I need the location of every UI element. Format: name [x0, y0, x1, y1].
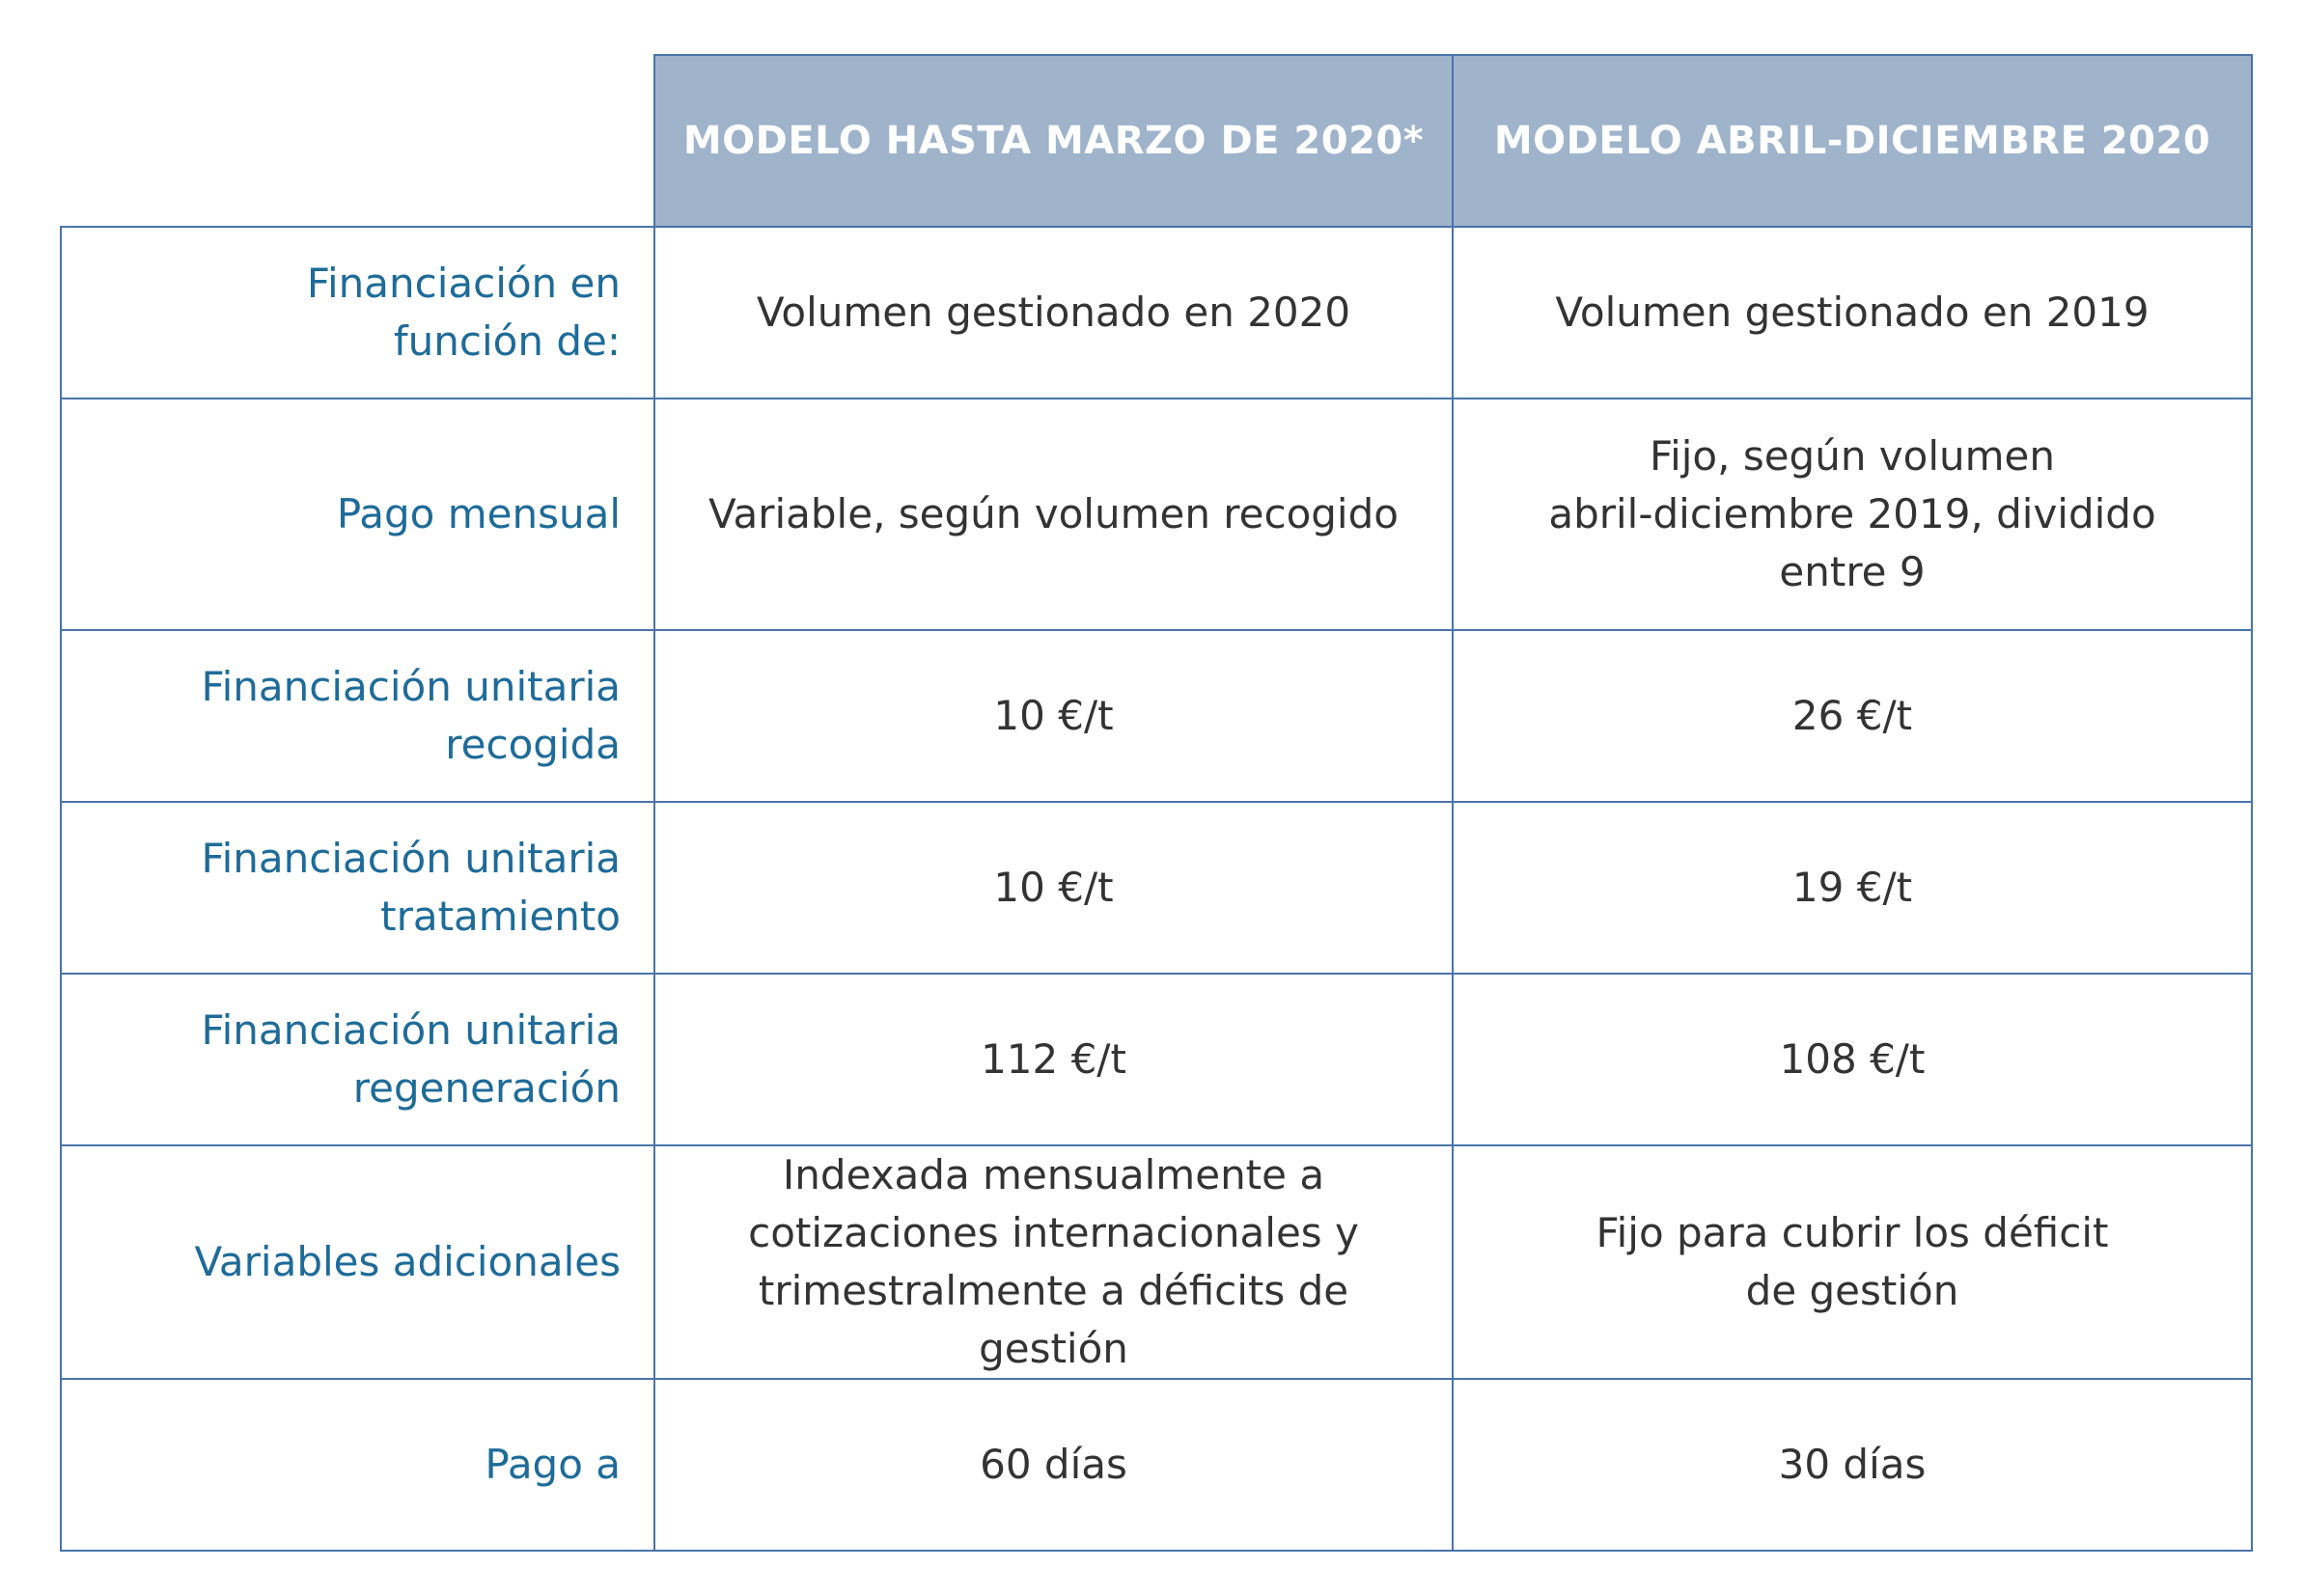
row-label-line: Financiación unitaria — [201, 835, 621, 882]
cell-text-line: 19 €/t — [1791, 864, 1913, 911]
cell-model-april-december — [1453, 1145, 2252, 1379]
header-empty-cell — [61, 55, 654, 227]
cell-text-line: 10 €/t — [993, 864, 1114, 911]
cell-model-april-december — [1453, 399, 2252, 630]
row-label — [61, 1379, 654, 1551]
row-label — [61, 802, 654, 974]
cell-model-until-march — [654, 1379, 1453, 1551]
row-label-line: recogida — [445, 721, 621, 768]
cell-model-until-march — [654, 974, 1453, 1145]
cell-text-line: 108 €/t — [1779, 1035, 1926, 1083]
row-label-line: regeneración — [352, 1064, 621, 1112]
cell-text-line: 30 días — [1778, 1441, 1927, 1488]
row-label-line: tratamiento — [380, 893, 621, 940]
row-label — [61, 974, 654, 1145]
cell-model-april-december — [1453, 1379, 2252, 1551]
cell-text-line: Volumen gestionado en 2019 — [1555, 289, 2150, 336]
cell-text-line: Variable, según volumen recogido — [708, 490, 1399, 537]
table-row — [61, 802, 2252, 974]
cell-text-line: Fijo para cubrir los déficit — [1595, 1209, 2109, 1256]
table-row — [61, 630, 2252, 802]
row-label-line: Variables adicionales — [194, 1238, 621, 1285]
cell-text-line: Volumen gestionado en 2020 — [756, 289, 1351, 336]
table-row — [61, 1145, 2252, 1379]
cell-model-april-december — [1453, 802, 2252, 974]
cell-text-line: de gestión — [1745, 1267, 1959, 1314]
row-label-line: Pago a — [485, 1441, 621, 1488]
row-label — [61, 1145, 654, 1379]
cell-model-until-march — [654, 802, 1453, 974]
cell-model-april-december — [1453, 974, 2252, 1145]
column-header-model-until-march: MODELO HASTA MARZO DE 2020* — [654, 55, 1453, 227]
row-label — [61, 227, 654, 399]
table-row — [61, 227, 2252, 399]
table-row — [61, 399, 2252, 630]
cell-model-until-march — [654, 1145, 1453, 1379]
row-label-line: Financiación unitaria — [201, 1006, 621, 1054]
cell-model-april-december — [1453, 630, 2252, 802]
cell-text-line: abril-diciembre 2019, dividido — [1548, 490, 2156, 537]
row-label-line: Pago mensual — [336, 490, 621, 537]
cell-text-line: Fijo, según volumen — [1649, 432, 2056, 480]
row-label-line: Financiación unitaria — [201, 663, 621, 710]
cell-text-line: trimestralmente a déficits de gestión — [758, 1267, 1349, 1372]
header-row — [61, 55, 2252, 227]
table-row — [61, 974, 2252, 1145]
cell-model-until-march — [654, 399, 1453, 630]
cell-text-line: cotizaciones internacionales y — [748, 1209, 1359, 1256]
cell-text-line: 60 días — [980, 1441, 1127, 1488]
row-label — [61, 399, 654, 630]
row-label-line: función de: — [393, 317, 621, 365]
cell-text-line: 26 €/t — [1791, 692, 1913, 739]
column-header-model-april-december: MODELO ABRIL-DICIEMBRE 2020 — [1453, 55, 2252, 227]
cell-model-until-march — [654, 630, 1453, 802]
cell-text-line: Indexada mensualmente a — [782, 1151, 1325, 1198]
table-row — [61, 1379, 2252, 1551]
row-label-line: Financiación en — [306, 260, 621, 307]
cell-text-line: entre 9 — [1779, 548, 1926, 595]
cell-text-line: 10 €/t — [993, 692, 1114, 739]
cell-model-until-march — [654, 227, 1453, 399]
comparison-table-wrapper — [60, 54, 2251, 1552]
cell-text-line: 112 €/t — [981, 1035, 1126, 1083]
row-label — [61, 630, 654, 802]
cell-model-april-december — [1453, 227, 2252, 399]
comparison-table — [60, 54, 2253, 1552]
